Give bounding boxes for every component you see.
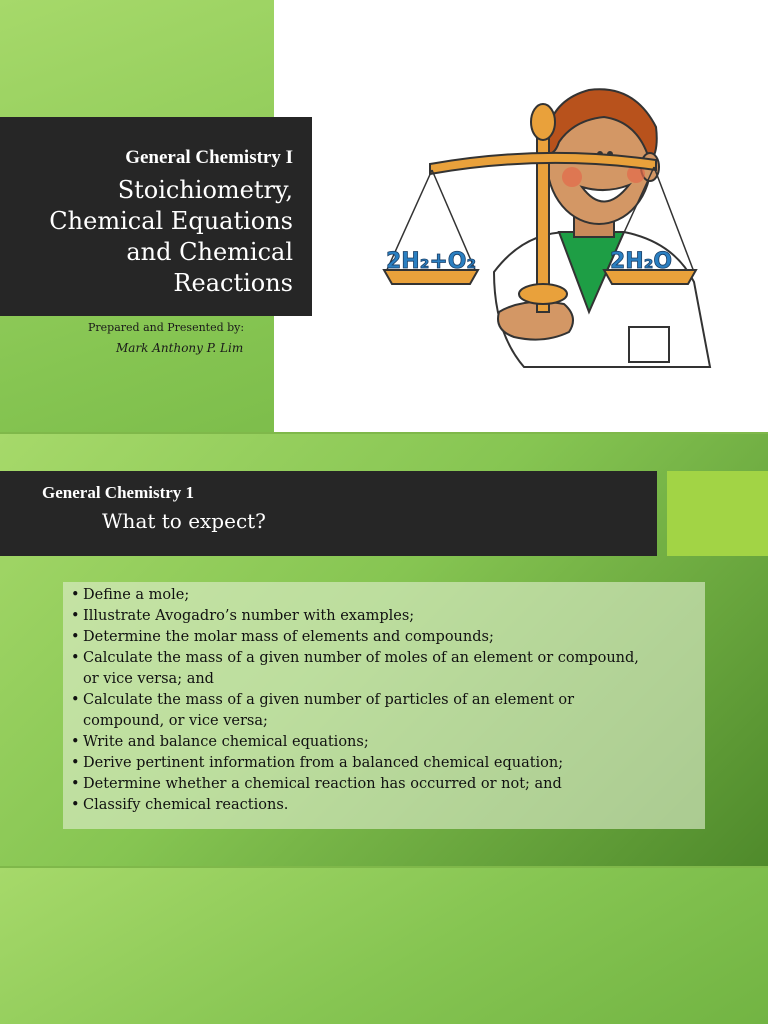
objectives-box [63,582,705,829]
objectives-slide [0,434,768,866]
author-name: Mark Anthony P. Lim [116,341,244,355]
title-box [0,117,312,316]
course-name: General Chemistry I [125,147,293,168]
accent-block [667,471,768,556]
course-name: General Chemistry 1 [42,483,195,502]
list-item: • Define a mole; [71,585,705,606]
list-item: • Illustrate Avogadro’s number with examples; [71,606,705,627]
list-item: • Determine whether a chemical reaction has occurred or not; and [71,774,705,795]
list-item: • Write and balance chemical equations; [71,732,705,753]
next-slide [0,868,768,1024]
scientist-with-balance-scale-icon [374,82,718,374]
left-formula: 2H₂+O₂ [386,249,477,274]
title-slide [0,0,768,432]
list-item: • Derive pertinent information from a balanced chemical equation; [71,753,705,774]
list-item: • Calculate the mass of a given number of moles of an element or compound, or vice versa; and [71,648,705,690]
list-item: • Determine the molar mass of elements and compounds; [71,627,705,648]
list-item: • Classify chemical reactions. [71,795,705,816]
title-bar [0,471,657,556]
slide-title: Stoichiometry, Chemical Equations and Chemical Reactions [49,176,293,297]
objectives-list [71,585,705,816]
slide-subtitle: What to expect? [102,509,266,533]
right-formula: 2H₂O [610,249,673,274]
prepared-by-label: Prepared and Presented by: [88,321,245,334]
list-item: • Calculate the mass of a given number of particles of an element or compound, or vice versa; [71,690,705,732]
